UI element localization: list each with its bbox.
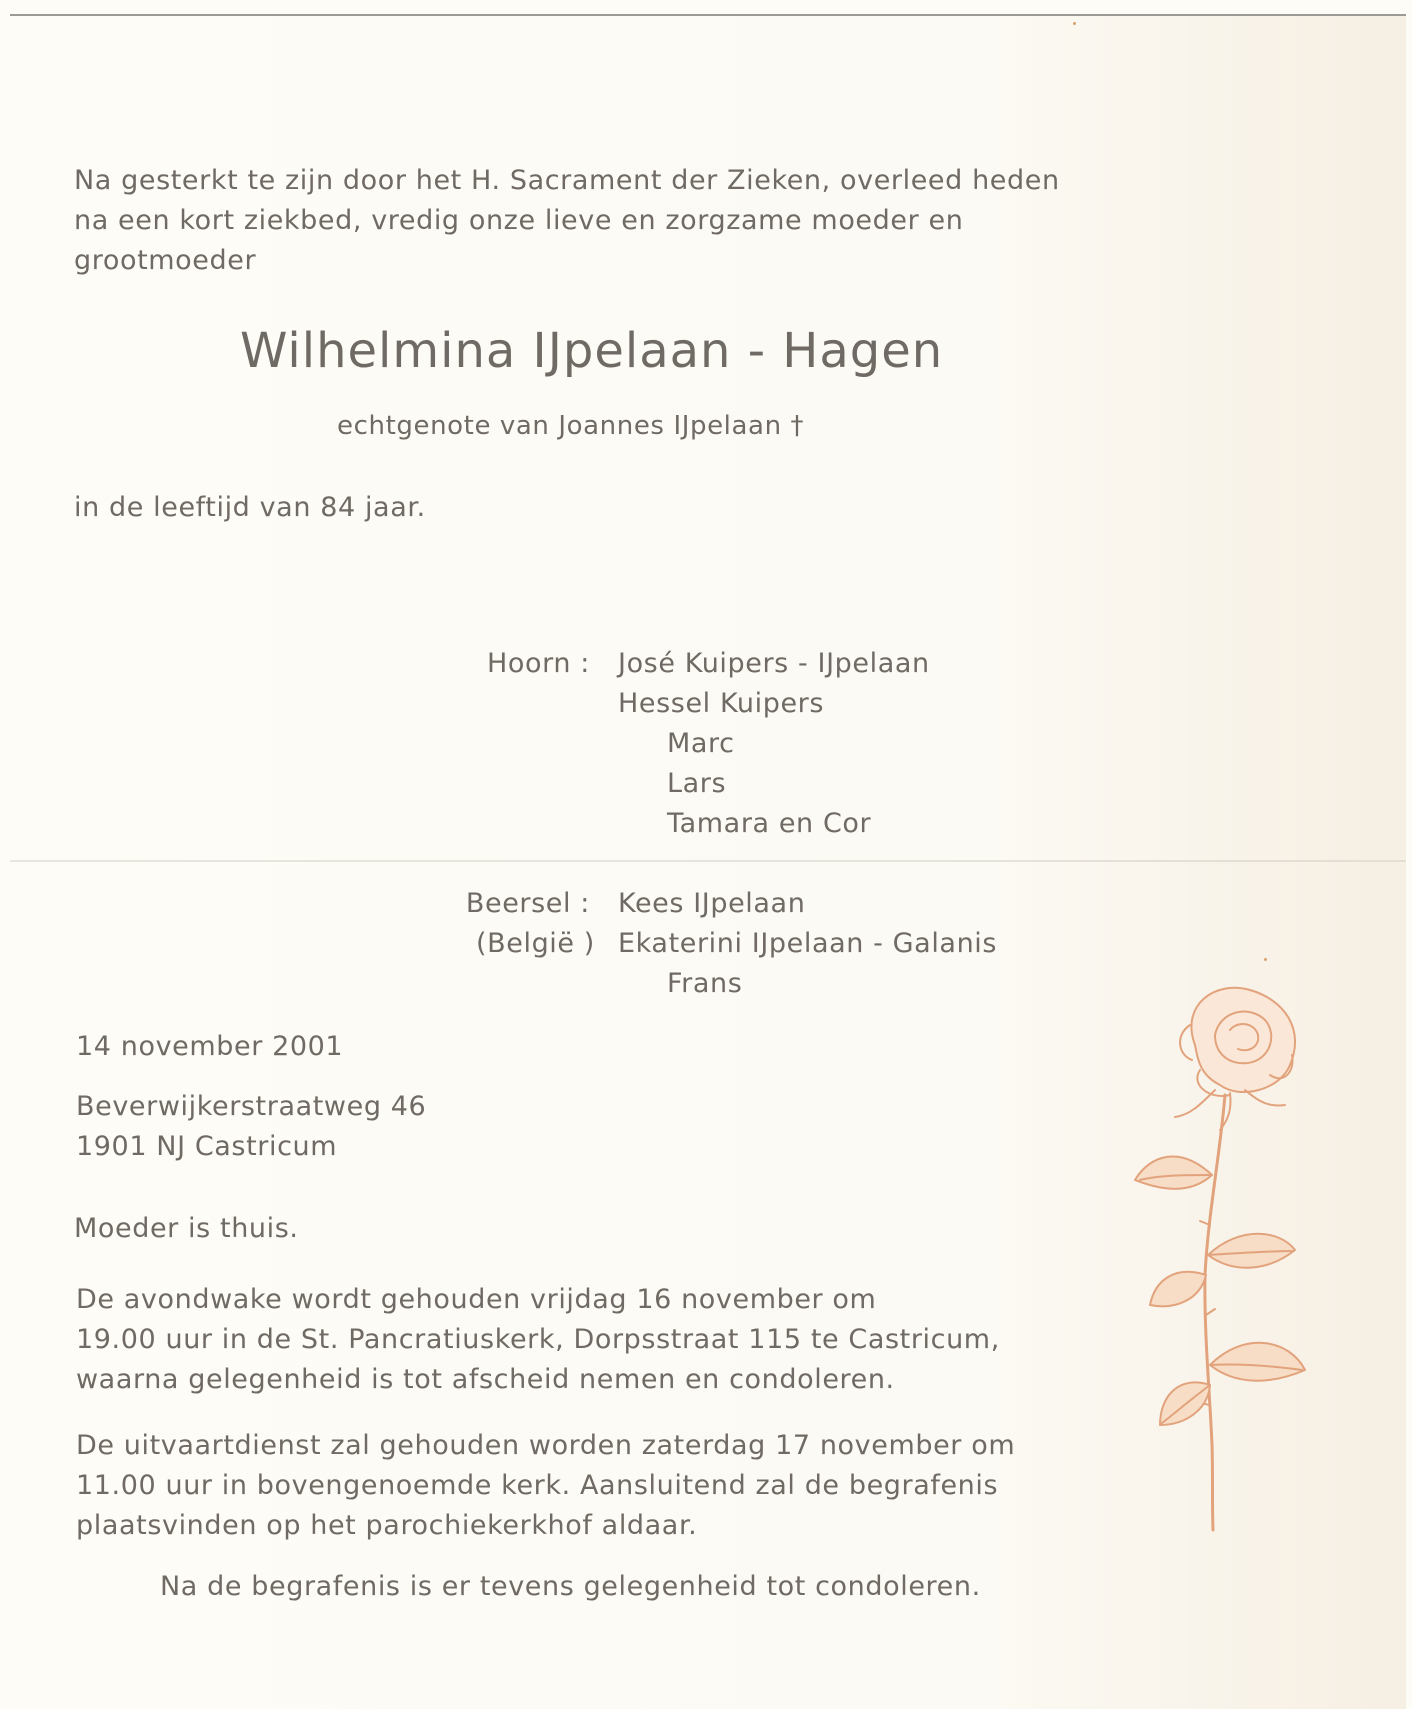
spouse-line: echtgenote van Joannes IJpelaan † [337, 411, 805, 441]
address-street: Beverwijkerstraatweg 46 [76, 1091, 427, 1122]
intro-line-1: Na gesterkt te zijn door het H. Sacrament der Zieken, overleed heden [74, 165, 1060, 196]
family-child: Frans [667, 968, 743, 999]
funeral-line-3: plaatsvinden op het parochiekerkhof aldaar. [76, 1510, 698, 1541]
family-child: Marc [667, 728, 735, 759]
family-child: Tamara en Cor [667, 808, 872, 839]
fold-line [10, 860, 1406, 862]
funeral-line-2: 11.00 uur in bovengenoemde kerk. Aansluitend zal de begrafenis [76, 1470, 999, 1501]
family-location-country: (België ) [476, 928, 595, 959]
home-line: Moeder is thuis. [74, 1213, 299, 1244]
rose-illustration [1120, 975, 1350, 1535]
address-city: 1901 NJ Castricum [76, 1131, 338, 1162]
intro-line-2: na een kort ziekbed, vredig onze lieve en zorgzame moeder en [74, 205, 964, 236]
intro-line-3: grootmoeder [74, 245, 257, 276]
family-member: Kees IJpelaan [618, 888, 806, 919]
deceased-name: Wilhelmina IJpelaan - Hagen [240, 323, 944, 379]
date-line: 14 november 2001 [76, 1031, 344, 1062]
vigil-line-2: 19.00 uur in de St. Pancratiuskerk, Dorpsstraat 115 te Castricum, [76, 1324, 1000, 1355]
age-line: in de leeftijd van 84 jaar. [74, 492, 426, 523]
family-member: Hessel Kuipers [618, 688, 825, 719]
vigil-line-1: De avondwake wordt gehouden vrijdag 16 november om [76, 1284, 877, 1315]
family-member: Ekaterini IJpelaan - Galanis [618, 928, 998, 959]
paper-speck [1264, 958, 1267, 961]
family-location-beersel: Beersel : [465, 888, 590, 919]
vigil-line-3: waarna gelegenheid is tot afscheid nemen en condoleren. [76, 1364, 895, 1395]
condolence-line: Na de begrafenis is er tevens gelegenheid tot condoleren. [160, 1571, 981, 1602]
funeral-line-1: De uitvaartdienst zal gehouden worden zaterdag 17 november om [76, 1430, 1016, 1461]
paper-speck [1073, 22, 1076, 25]
family-member: José Kuipers - IJpelaan [618, 648, 930, 679]
family-location-hoorn: Hoorn : [487, 648, 590, 679]
family-child: Lars [667, 768, 727, 799]
